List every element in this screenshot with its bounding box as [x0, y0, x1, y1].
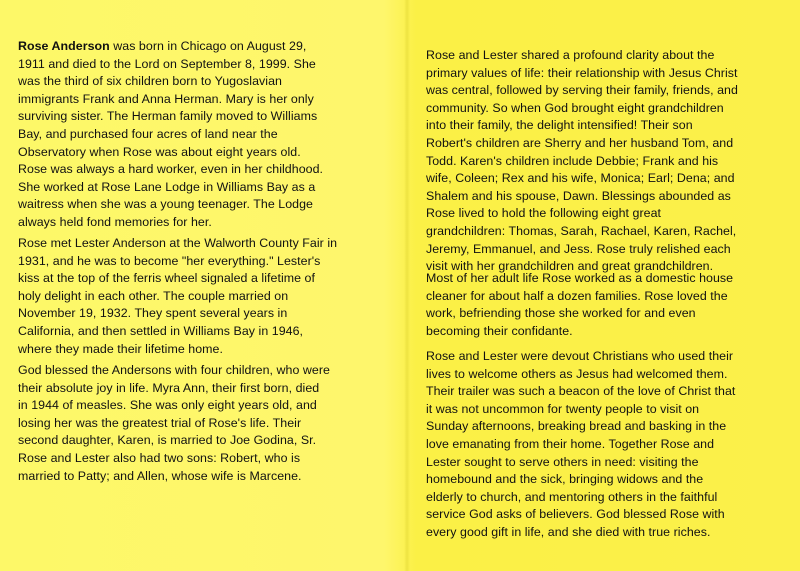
paragraph-birth — [18, 38, 368, 232]
paragraph-work: Most of her adult life Rose worked as a domestic house cleaner for about half a dozen families. Rose loved the work, befriending those she worked for and even becoming their confidante. — [426, 271, 734, 338]
paragraph-birth-text: was born in Chicago on August 29, 1911 and died to the Lord on September 8, 1999. She was the third of six children born to Yugoslavian immigrants Frank and Anna Herman. Mary is her only surviving sister. The Herman family moved to Williams Bay, and purchased four acres of land near the Observatory when Rose was about eight years old. Rose was always a hard worker, even in her childhood. She worked at Rose Lane Lodge in Williams Bay as a waitress when she was a young teenager. The Lodge always held fond memories for her. — [18, 39, 324, 229]
paragraph-children: God blessed the Andersons with four children, who were their absolute joy in life. Myra Ann, their first born, died in 1944 of measles. She was only eight years old, and losing her was the greatest trial of Rose's life. Their second daughter, Karen, is married to Joe Godina, Sr. Rose and Lester also had two sons: Robert, who is married to Patty; and Allen, whose wife is Marcene. — [18, 363, 330, 483]
paragraph-marriage: Rose met Lester Anderson at the Walworth County Fair in 1931, and he was to become "her everything." Lester's kiss at the top of the ferris wheel signaled a lifetime of holy delight in each other. The couple married on November 19, 1932. They spent several years in California, and then settled in Williams Bay in 1946, where they made their lifetime home. — [18, 236, 338, 356]
center-fold — [404, 0, 410, 571]
paragraph-faith: Rose and Lester were devout Christians who used their lives to welcome others as Jesus had welcomed them. Their trailer was such a beacon of the love of Christ that it was not uncommon for twenty people to visit on Sunday afternoons, breaking bread and basking in the love emanating from their home. Together Rose and Lester sought to serve others in need: visiting the homebound and the sick, bringing widows and the elderly to church, and mentoring others in the faithful service God asks of believers. God blessed Rose with every good gift in life, and she died with true riches. — [426, 349, 736, 539]
paragraph-values: Rose and Lester shared a profound clarity about the primary values of life: their relationship with Jesus Christ was central, followed by serving their family, friends, and community. So when God brought eight grandchildren into their family, the delight intensified! Their son Robert's children are Sherry and her husband Tom, and Todd. Karen's children include Debbie; Frank and his wife, Coleen; Rex and his wife, Monica; Earl; Dena; and Shalem and his spouse, Dawn. Blessings abounded as Rose lived to hold the following eight great grandchildren: Thomas, Sarah, Rachael, Karen, Rachel, Jeremy, Emmanuel, and Jess. Rose truly relished each visit with her grandchildren and great grandchildren. — [426, 48, 738, 274]
deceased-name: Rose Anderson — [18, 39, 110, 53]
